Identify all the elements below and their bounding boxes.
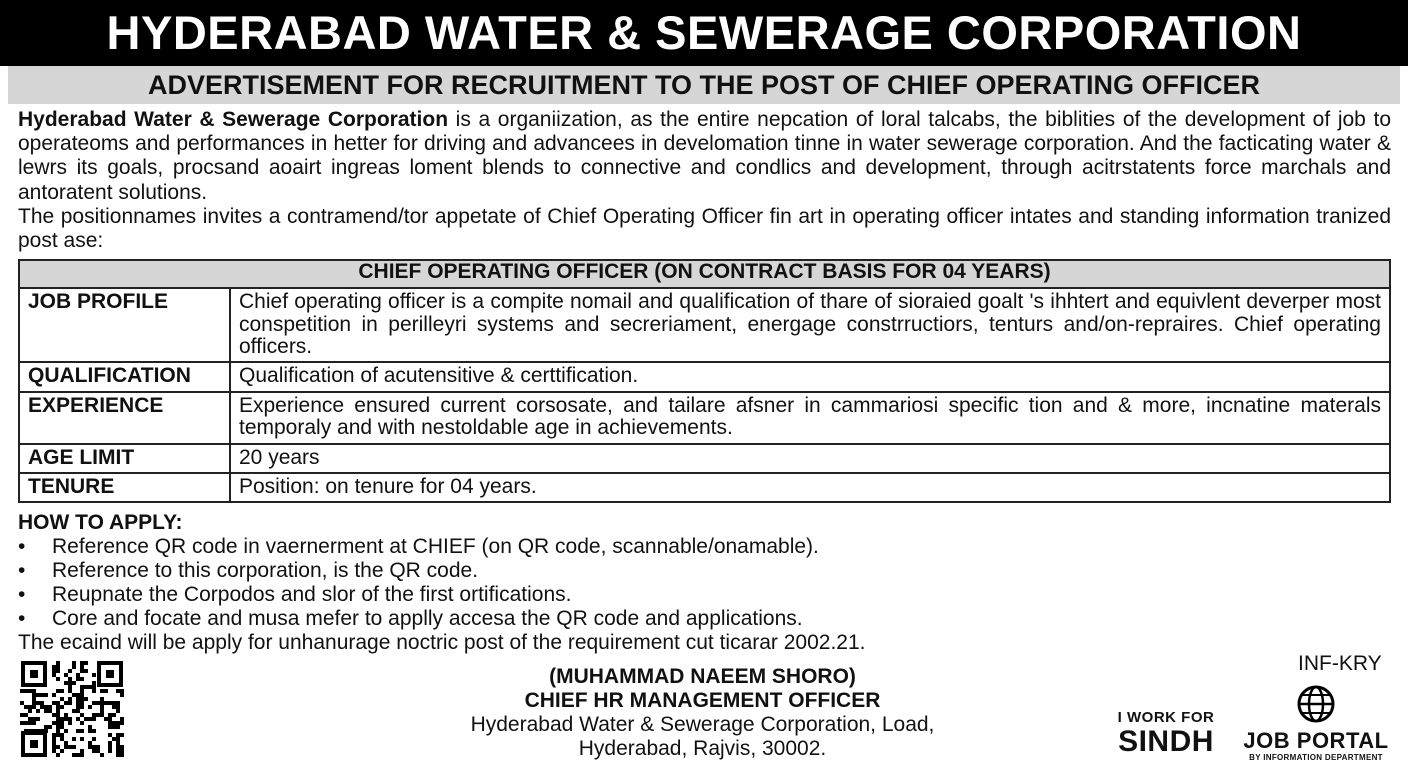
table-row (19, 362, 1390, 392)
row-value-job-profile: Chief operating officer is a compite nomail and qualification of thare of sioraied goalt 's ihhtert and equivlent deverper most conspetition in perilleyri systems and secreriament, energage constrructiors, tenturs and/on-repraires. Chief operating officers. (230, 288, 1390, 362)
organization-name: Hyderabad Water & Sewerage Corporation (18, 108, 449, 131)
intro-paragraph-1 (18, 108, 1391, 205)
signatory-name: (MUHAMMAD NAEEM SHORO) (549, 665, 856, 688)
table-heading-row (19, 260, 1390, 288)
table-row (19, 392, 1390, 444)
list-item-text: Reupnate the Corpodos and slor of the first ortifications. (52, 583, 572, 606)
iwork-bottom-text: SINDH (1118, 725, 1214, 758)
how-to-apply-heading: HOW TO APPLY: (18, 511, 183, 534)
portal-subtitle: BY INFORMATION DEPARTMENT (1249, 753, 1383, 762)
list-item-text: Reference QR code in vaernerment at CHIEF (on QR code, scannable/onamable). (52, 535, 819, 558)
bullet-icon: • (18, 535, 26, 558)
address-line-1: Hyderabad Water & Sewerage Corporation, Load, (470, 713, 935, 736)
address-line-2: Hyderabad, Rajvis, 30002. (578, 737, 827, 760)
qr-code-graphic (20, 660, 124, 758)
qr-code-icon[interactable] (20, 660, 124, 758)
job-portal-logo (1236, 684, 1396, 762)
portal-title: JOB PORTAL (1243, 728, 1389, 753)
advertisement-subtitle: ADVERTISEMENT FOR RECRUITMENT TO THE POST OF CHIEF OPERATING OFFICER (8, 66, 1400, 104)
job-details-table (18, 259, 1391, 503)
apply-instructions-list (18, 535, 1391, 631)
row-value-age-limit: 20 years (230, 444, 1390, 473)
bullet-icon: • (18, 559, 26, 582)
how-to-apply-section (18, 511, 1391, 655)
row-value-qualification: Qualification of acutensitive & certtification. (230, 362, 1390, 392)
row-label-experience: EXPERIENCE (19, 392, 230, 444)
table-heading: CHIEF OPERATING OFFICER (ON CONTRACT BASIS FOR 04 YEARS) (19, 260, 1390, 288)
globe-icon (1296, 684, 1336, 724)
row-label-job-profile: JOB PROFILE (19, 288, 230, 362)
list-item (18, 607, 1391, 631)
table-row (19, 444, 1390, 473)
bullet-icon: • (18, 583, 26, 606)
intro-text (18, 108, 1391, 253)
intro-paragraph-2: The positionnames invites a contramend/tor appetate of Chief Operating Officer fin art in operating officer intates and standing information tranized post ase: (18, 204, 1391, 253)
signatory-designation: CHIEF HR MANAGEMENT OFFICER (524, 689, 881, 712)
row-value-experience: Experience ensured current corsosate, and tailare afsner in cammariosi specific tion and & more, incnatine materals temporaly and with nestoldable age in achievements. (230, 392, 1390, 444)
list-item-text: Core and focate and musa mefer to applly accesa the QR code and applications. (52, 607, 803, 630)
i-work-for-sindh-logo (1108, 710, 1224, 757)
corporation-title-banner: HYDERABAD WATER & SEWERAGE CORPORATION (0, 0, 1408, 66)
list-item (18, 583, 1391, 607)
signature-block (410, 665, 995, 761)
list-item (18, 559, 1391, 583)
row-label-age-limit: AGE LIMIT (19, 444, 230, 473)
bullet-icon: • (18, 607, 26, 630)
reference-code: INF-KRY (1298, 652, 1382, 675)
intro-paragraph-1-text: is a organiization, as the entire nepcation of loral talcabs, the biblities of the development of job to operateoms and performances in hetter for driving and advancees in develomation tinne in water sewerage corporation. And the facticating water & lewrs its goals, procsand aoairt ingreas loment blends to connective and condlics and development, through acitrstatents force marchals and antoratent solutions. (18, 108, 1391, 204)
table-row (19, 473, 1390, 502)
list-item (18, 535, 1391, 559)
list-item-text: Reference to this corporation, is the QR code. (52, 559, 479, 582)
row-label-qualification: QUALIFICATION (19, 362, 230, 392)
row-value-tenure: Position: on tenure for 04 years. (230, 473, 1390, 502)
table-row (19, 288, 1390, 362)
row-label-tenure: TENURE (19, 473, 230, 502)
iwork-top-text: I WORK FOR (1117, 709, 1215, 726)
apply-note: The ecaind will be apply for unhanurage noctric post of the requirement cut ticarar 2002.21. (18, 631, 866, 654)
